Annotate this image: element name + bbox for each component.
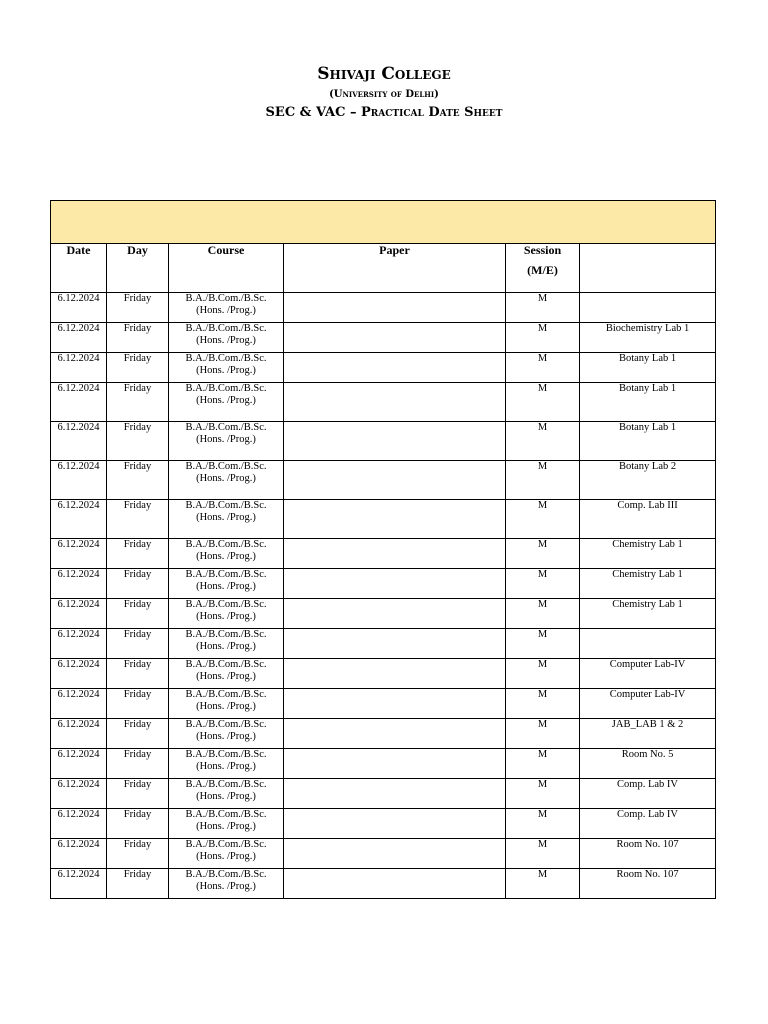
row-date: 6.12.2024 [51,323,107,353]
header-session [506,244,580,293]
row-course [169,461,284,500]
row-venue [580,293,716,323]
table-row [51,461,716,500]
row-session: M [506,599,580,629]
row-venue: Biochemistry Lab 1 [580,323,716,353]
row-course [169,659,284,689]
row-day: Friday [107,293,169,323]
row-paper [284,749,506,779]
row-date: 6.12.2024 [51,749,107,779]
row-course-line1: B.A./B.Com./B.Sc. [185,461,267,472]
row-course-line1: B.A./B.Com./B.Sc. [185,779,267,790]
table-row [51,659,716,689]
row-day: Friday [107,869,169,899]
row-course-line2: (Hons. /Prog.) [196,512,256,523]
highlight-banner-row [51,201,716,244]
row-course-line1: B.A./B.Com./B.Sc. [185,869,267,880]
row-venue: Comp. Lab III [580,500,716,539]
row-course-line2: (Hons. /Prog.) [196,473,256,484]
row-session: M [506,461,580,500]
row-course [169,293,284,323]
row-course-line2: (Hons. /Prog.) [196,671,256,682]
row-course-line1: B.A./B.Com./B.Sc. [185,629,267,640]
row-date: 6.12.2024 [51,353,107,383]
row-course-line2: (Hons. /Prog.) [196,881,256,892]
row-course [169,383,284,422]
row-venue: Computer Lab-IV [580,689,716,719]
row-course-line2: (Hons. /Prog.) [196,365,256,376]
row-venue: Chemistry Lab 1 [580,569,716,599]
row-course [169,719,284,749]
row-session: M [506,869,580,899]
college-title: Shivaji College [317,64,451,84]
table-row [51,689,716,719]
row-course-line1: B.A./B.Com./B.Sc. [185,293,267,304]
row-venue: JAB_LAB 1 & 2 [580,719,716,749]
row-session: M [506,539,580,569]
row-session: M [506,422,580,461]
row-course-line1: B.A./B.Com./B.Sc. [185,689,267,700]
row-date: 6.12.2024 [51,293,107,323]
table-row [51,629,716,659]
row-date: 6.12.2024 [51,383,107,422]
row-course-line1: B.A./B.Com./B.Sc. [185,422,267,433]
row-paper [284,629,506,659]
row-course-line1: B.A./B.Com./B.Sc. [185,569,267,580]
table-row [51,779,716,809]
university-subtitle: (University of Delhi) [329,89,439,100]
row-session: M [506,689,580,719]
row-day: Friday [107,353,169,383]
row-venue: Botany Lab 1 [580,383,716,422]
header-venue [580,244,716,293]
header-paper: Paper [284,244,506,293]
row-date: 6.12.2024 [51,500,107,539]
row-course-line1: B.A./B.Com./B.Sc. [185,809,267,820]
row-course-line2: (Hons. /Prog.) [196,641,256,652]
row-course-line1: B.A./B.Com./B.Sc. [185,839,267,850]
table-row [51,599,716,629]
row-session: M [506,293,580,323]
row-date: 6.12.2024 [51,719,107,749]
row-paper [284,719,506,749]
row-course-line2: (Hons. /Prog.) [196,821,256,832]
row-day: Friday [107,569,169,599]
row-venue: Comp. Lab IV [580,779,716,809]
row-paper [284,599,506,629]
table-row [51,323,716,353]
banner-cell [51,201,716,244]
row-paper [284,659,506,689]
row-session: M [506,779,580,809]
table-row [51,749,716,779]
row-day: Friday [107,719,169,749]
row-date: 6.12.2024 [51,659,107,689]
row-course-line1: B.A./B.Com./B.Sc. [185,749,267,760]
row-day: Friday [107,629,169,659]
row-course-line1: B.A./B.Com./B.Sc. [185,500,267,511]
row-session: M [506,383,580,422]
row-paper [284,809,506,839]
row-venue: Chemistry Lab 1 [580,539,716,569]
row-paper [284,293,506,323]
row-course-line1: B.A./B.Com./B.Sc. [185,323,267,334]
row-course-line2: (Hons. /Prog.) [196,434,256,445]
row-date: 6.12.2024 [51,539,107,569]
row-course [169,809,284,839]
row-day: Friday [107,689,169,719]
header-session-label: Session [523,243,562,257]
row-course [169,422,284,461]
table-row [51,719,716,749]
row-venue: Botany Lab 1 [580,422,716,461]
row-paper [284,422,506,461]
row-paper [284,779,506,809]
row-venue [580,629,716,659]
row-date: 6.12.2024 [51,869,107,899]
row-course-line2: (Hons. /Prog.) [196,551,256,562]
row-day: Friday [107,659,169,689]
row-course-line2: (Hons. /Prog.) [196,731,256,742]
row-venue: Room No. 107 [580,839,716,869]
row-day: Friday [107,500,169,539]
row-course-line2: (Hons. /Prog.) [196,581,256,592]
row-course-line1: B.A./B.Com./B.Sc. [185,353,267,364]
row-day: Friday [107,749,169,779]
row-course [169,689,284,719]
row-day: Friday [107,383,169,422]
row-course [169,500,284,539]
row-course [169,599,284,629]
header-date: Date [51,244,107,293]
header-session-code: (M/E) [527,263,558,277]
row-paper [284,461,506,500]
row-course-line1: B.A./B.Com./B.Sc. [185,539,267,550]
row-session: M [506,719,580,749]
row-course-line1: B.A./B.Com./B.Sc. [185,599,267,610]
row-course-line2: (Hons. /Prog.) [196,611,256,622]
row-date: 6.12.2024 [51,689,107,719]
row-course-line1: B.A./B.Com./B.Sc. [185,659,267,670]
row-course [169,323,284,353]
row-course [169,539,284,569]
row-date: 6.12.2024 [51,629,107,659]
row-paper [284,539,506,569]
row-date: 6.12.2024 [51,779,107,809]
row-course-line2: (Hons. /Prog.) [196,395,256,406]
row-session: M [506,569,580,599]
row-course [169,839,284,869]
row-venue: Comp. Lab IV [580,809,716,839]
row-paper [284,500,506,539]
table-row [51,869,716,899]
row-course-line1: B.A./B.Com./B.Sc. [185,383,267,394]
row-date: 6.12.2024 [51,422,107,461]
table-row [51,383,716,422]
table-row [51,839,716,869]
row-course [169,779,284,809]
row-day: Friday [107,539,169,569]
row-date: 6.12.2024 [51,839,107,869]
row-date: 6.12.2024 [51,461,107,500]
row-venue: Room No. 5 [580,749,716,779]
row-day: Friday [107,599,169,629]
row-session: M [506,809,580,839]
table-row [51,293,716,323]
row-session: M [506,323,580,353]
row-paper [284,323,506,353]
row-course-line1: B.A./B.Com./B.Sc. [185,719,267,730]
row-venue: Room No. 107 [580,869,716,899]
row-venue: Botany Lab 2 [580,461,716,500]
row-paper [284,353,506,383]
row-course [169,629,284,659]
row-course [169,569,284,599]
row-date: 6.12.2024 [51,599,107,629]
row-day: Friday [107,809,169,839]
row-day: Friday [107,839,169,869]
row-venue: Botany Lab 1 [580,353,716,383]
table-row [51,353,716,383]
row-session: M [506,500,580,539]
row-course [169,749,284,779]
date-sheet-title: SEC & VAC – Practical Date Sheet [265,105,503,120]
row-paper [284,569,506,599]
row-session: M [506,659,580,689]
row-course-line2: (Hons. /Prog.) [196,791,256,802]
row-course-line2: (Hons. /Prog.) [196,305,256,316]
row-course-line2: (Hons. /Prog.) [196,851,256,862]
header-day: Day [107,244,169,293]
row-course [169,353,284,383]
header-course: Course [169,244,284,293]
row-session: M [506,749,580,779]
row-course [169,869,284,899]
row-day: Friday [107,323,169,353]
row-paper [284,839,506,869]
row-day: Friday [107,779,169,809]
row-venue: Chemistry Lab 1 [580,599,716,629]
table-row [51,422,716,461]
row-paper [284,689,506,719]
table-header-row [51,244,716,293]
row-session: M [506,629,580,659]
table-row [51,569,716,599]
row-date: 6.12.2024 [51,569,107,599]
row-course-line2: (Hons. /Prog.) [196,761,256,772]
table-row [51,539,716,569]
row-day: Friday [107,422,169,461]
table-row [51,500,716,539]
row-session: M [506,353,580,383]
row-date: 6.12.2024 [51,809,107,839]
row-venue: Computer Lab-IV [580,659,716,689]
date-sheet-table [50,200,716,899]
row-course-line2: (Hons. /Prog.) [196,335,256,346]
row-paper [284,869,506,899]
row-paper [284,383,506,422]
row-session: M [506,839,580,869]
table-row [51,809,716,839]
row-course-line2: (Hons. /Prog.) [196,701,256,712]
row-day: Friday [107,461,169,500]
